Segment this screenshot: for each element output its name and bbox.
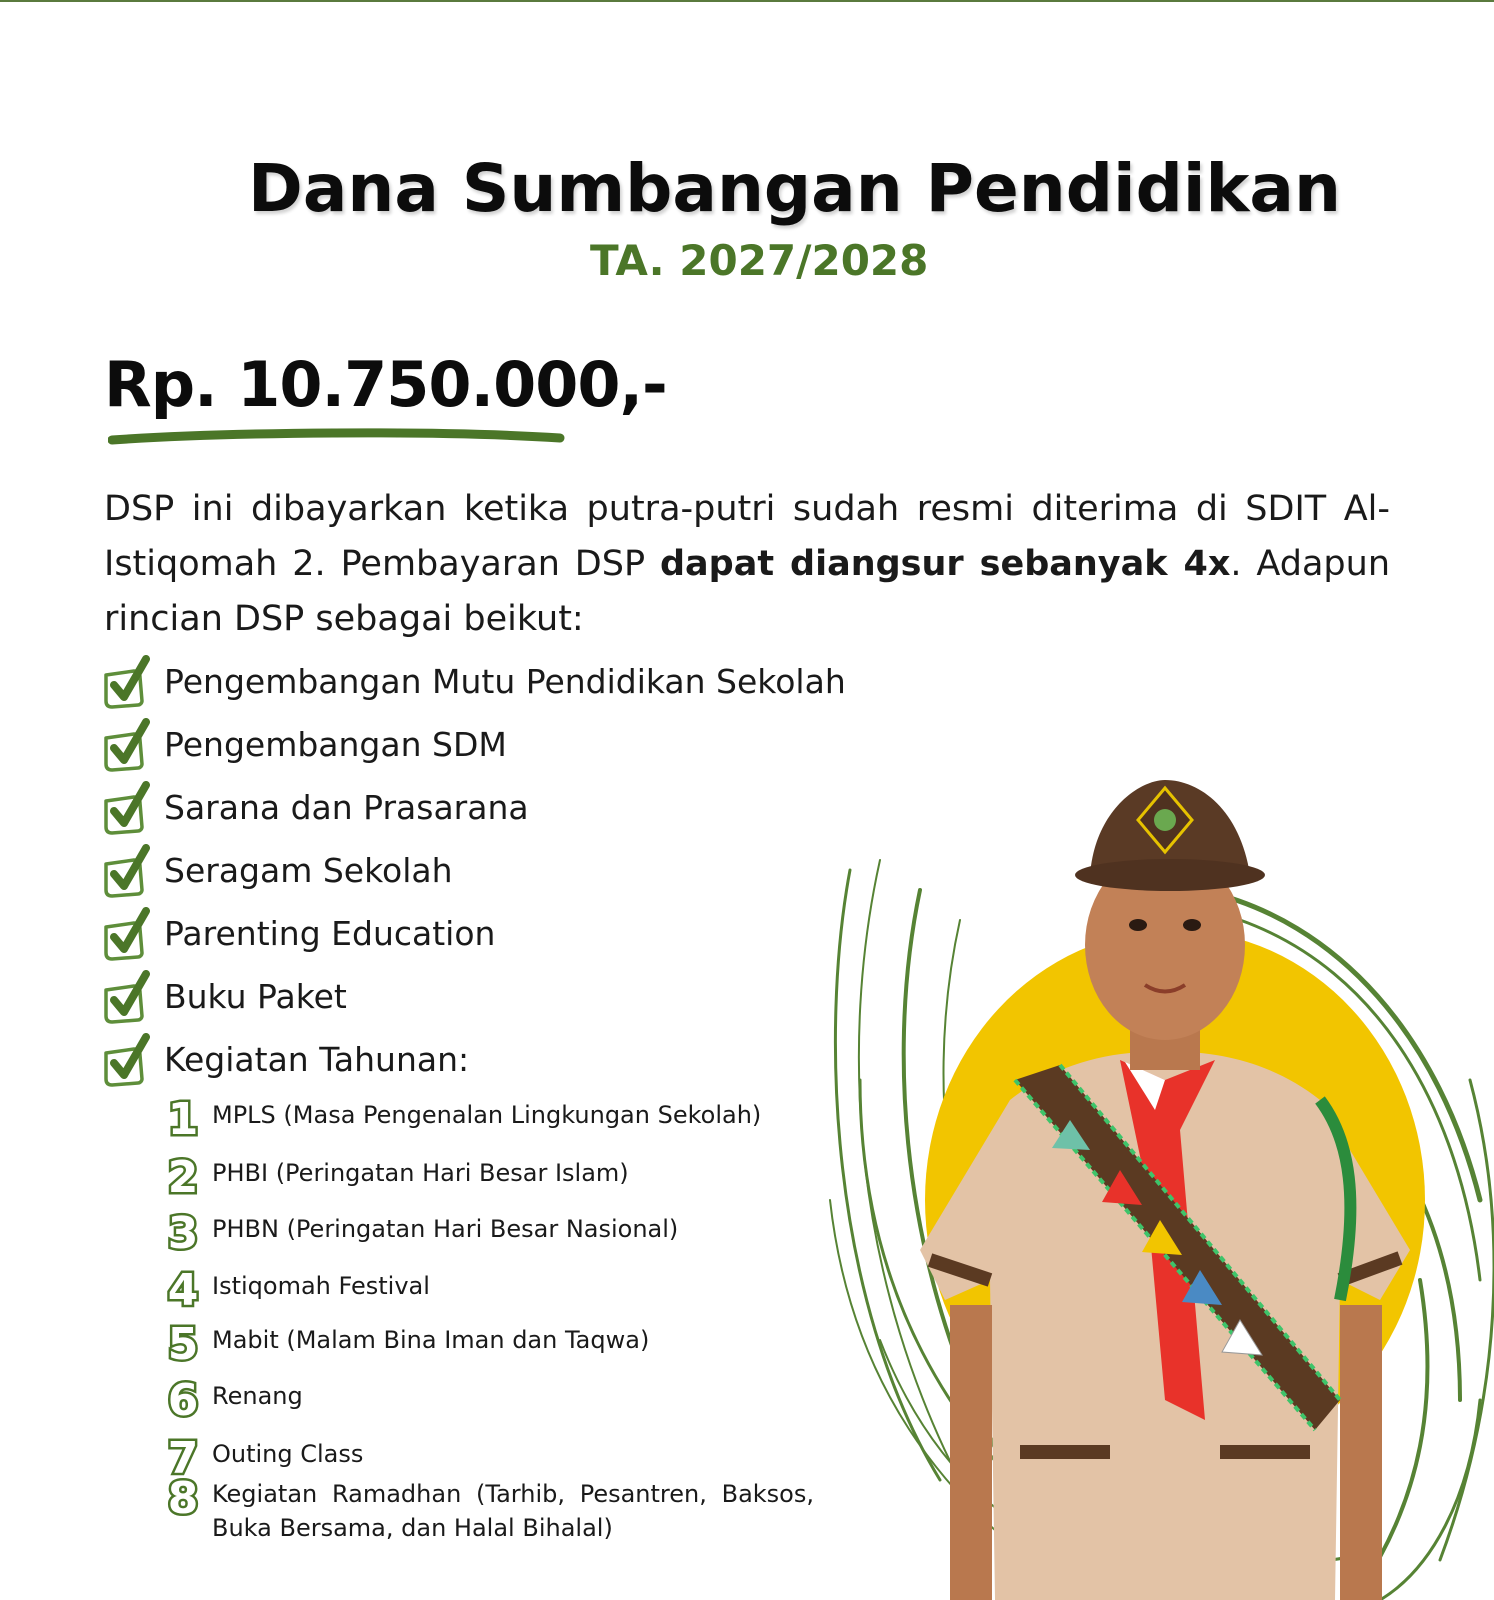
intro-bold-text: dapat diangsur sebanyak 4x (659, 544, 1231, 584)
svg-text:7: 7 (167, 1433, 199, 1479)
checklist-item-label: Seragam Sekolah (164, 851, 453, 890)
svg-text:1: 1 (167, 1094, 199, 1140)
checkbox-check-icon (100, 655, 154, 709)
checklist-item-label: Pengembangan SDM (164, 725, 507, 764)
checkbox-check-icon (100, 970, 154, 1024)
number-badge-icon (164, 1319, 202, 1365)
page-title: Dana Sumbangan Pendidikan (248, 150, 1341, 227)
number-badge-icon (164, 1208, 202, 1254)
activity-item (164, 1094, 814, 1152)
dsp-amount: Rp. 10.750.000,- (104, 348, 667, 421)
checkbox-check-icon (100, 1033, 154, 1087)
checklist-item (100, 965, 860, 1028)
number-badge-icon (164, 1473, 202, 1519)
activity-item (164, 1152, 814, 1208)
activity-item (164, 1433, 814, 1479)
number-badge-icon (164, 1152, 202, 1198)
svg-text:4: 4 (167, 1265, 199, 1311)
activity-item (164, 1319, 814, 1375)
intro-text-end: . Adapun rincian DSP sebagai beikut: (104, 544, 1391, 639)
activity-item (164, 1473, 814, 1553)
intro-paragraph (104, 482, 1390, 647)
checklist-item-label: Sarana dan Prasarana (164, 788, 529, 827)
svg-text:3: 3 (167, 1208, 199, 1254)
academic-year: TA. 2027/2028 (590, 236, 929, 285)
activity-item-label: PHBN (Peringatan Hari Besar Nasional) (212, 1215, 679, 1243)
activity-item-label: Outing Class (212, 1440, 364, 1468)
activity-item-label: Istiqomah Festival (212, 1272, 430, 1300)
svg-text:2: 2 (167, 1152, 199, 1198)
activity-item (164, 1265, 814, 1319)
activity-item (164, 1208, 814, 1265)
checklist-item-label: Parenting Education (164, 914, 496, 953)
checklist-item (100, 1028, 860, 1091)
activity-item-label: Mabit (Malam Bina Iman dan Taqwa) (212, 1326, 650, 1354)
activity-item-label: MPLS (Masa Pengenalan Lingkungan Sekolah) (212, 1101, 762, 1129)
checklist-item (100, 776, 860, 839)
checklist-item (100, 713, 860, 776)
activity-item-label: Kegiatan Ramadhan (Tarhib, Pesantren, Baksos, Buka Bersama, dan Halal Bihalal) (212, 1480, 814, 1542)
checklist-item (100, 650, 860, 713)
number-badge-icon (164, 1265, 202, 1311)
checklist-item (100, 902, 860, 965)
svg-text:5: 5 (167, 1319, 199, 1365)
checklist-item (100, 839, 860, 902)
checkbox-check-icon (100, 844, 154, 898)
student-photo (820, 780, 1494, 1600)
photo-illustration (820, 780, 1494, 1600)
checkbox-check-icon (100, 781, 154, 835)
dsp-checklist (100, 650, 860, 1091)
number-badge-icon (164, 1375, 202, 1421)
checklist-item-label: Kegiatan Tahunan: (164, 1040, 470, 1079)
activity-item (164, 1375, 814, 1433)
checklist-item-label: Buku Paket (164, 977, 347, 1016)
intro-text: DSP ini dibayarkan ketika putra-putri sudah resmi diterima di SDIT Al-Istiqomah 2. Pembayaran DSP (104, 489, 1390, 584)
activity-item-label: Renang (212, 1382, 303, 1410)
checkbox-check-icon (100, 907, 154, 961)
svg-text:6: 6 (167, 1375, 199, 1421)
top-rule (0, 0, 1494, 2)
number-badge-icon (164, 1094, 202, 1140)
brush-underline (108, 428, 568, 448)
activity-item-label: PHBI (Peringatan Hari Besar Islam) (212, 1159, 629, 1187)
checkbox-check-icon (100, 718, 154, 772)
annual-activities-list (164, 1094, 814, 1553)
svg-text:8: 8 (167, 1473, 199, 1519)
checklist-item-label: Pengembangan Mutu Pendidikan Sekolah (164, 662, 846, 701)
